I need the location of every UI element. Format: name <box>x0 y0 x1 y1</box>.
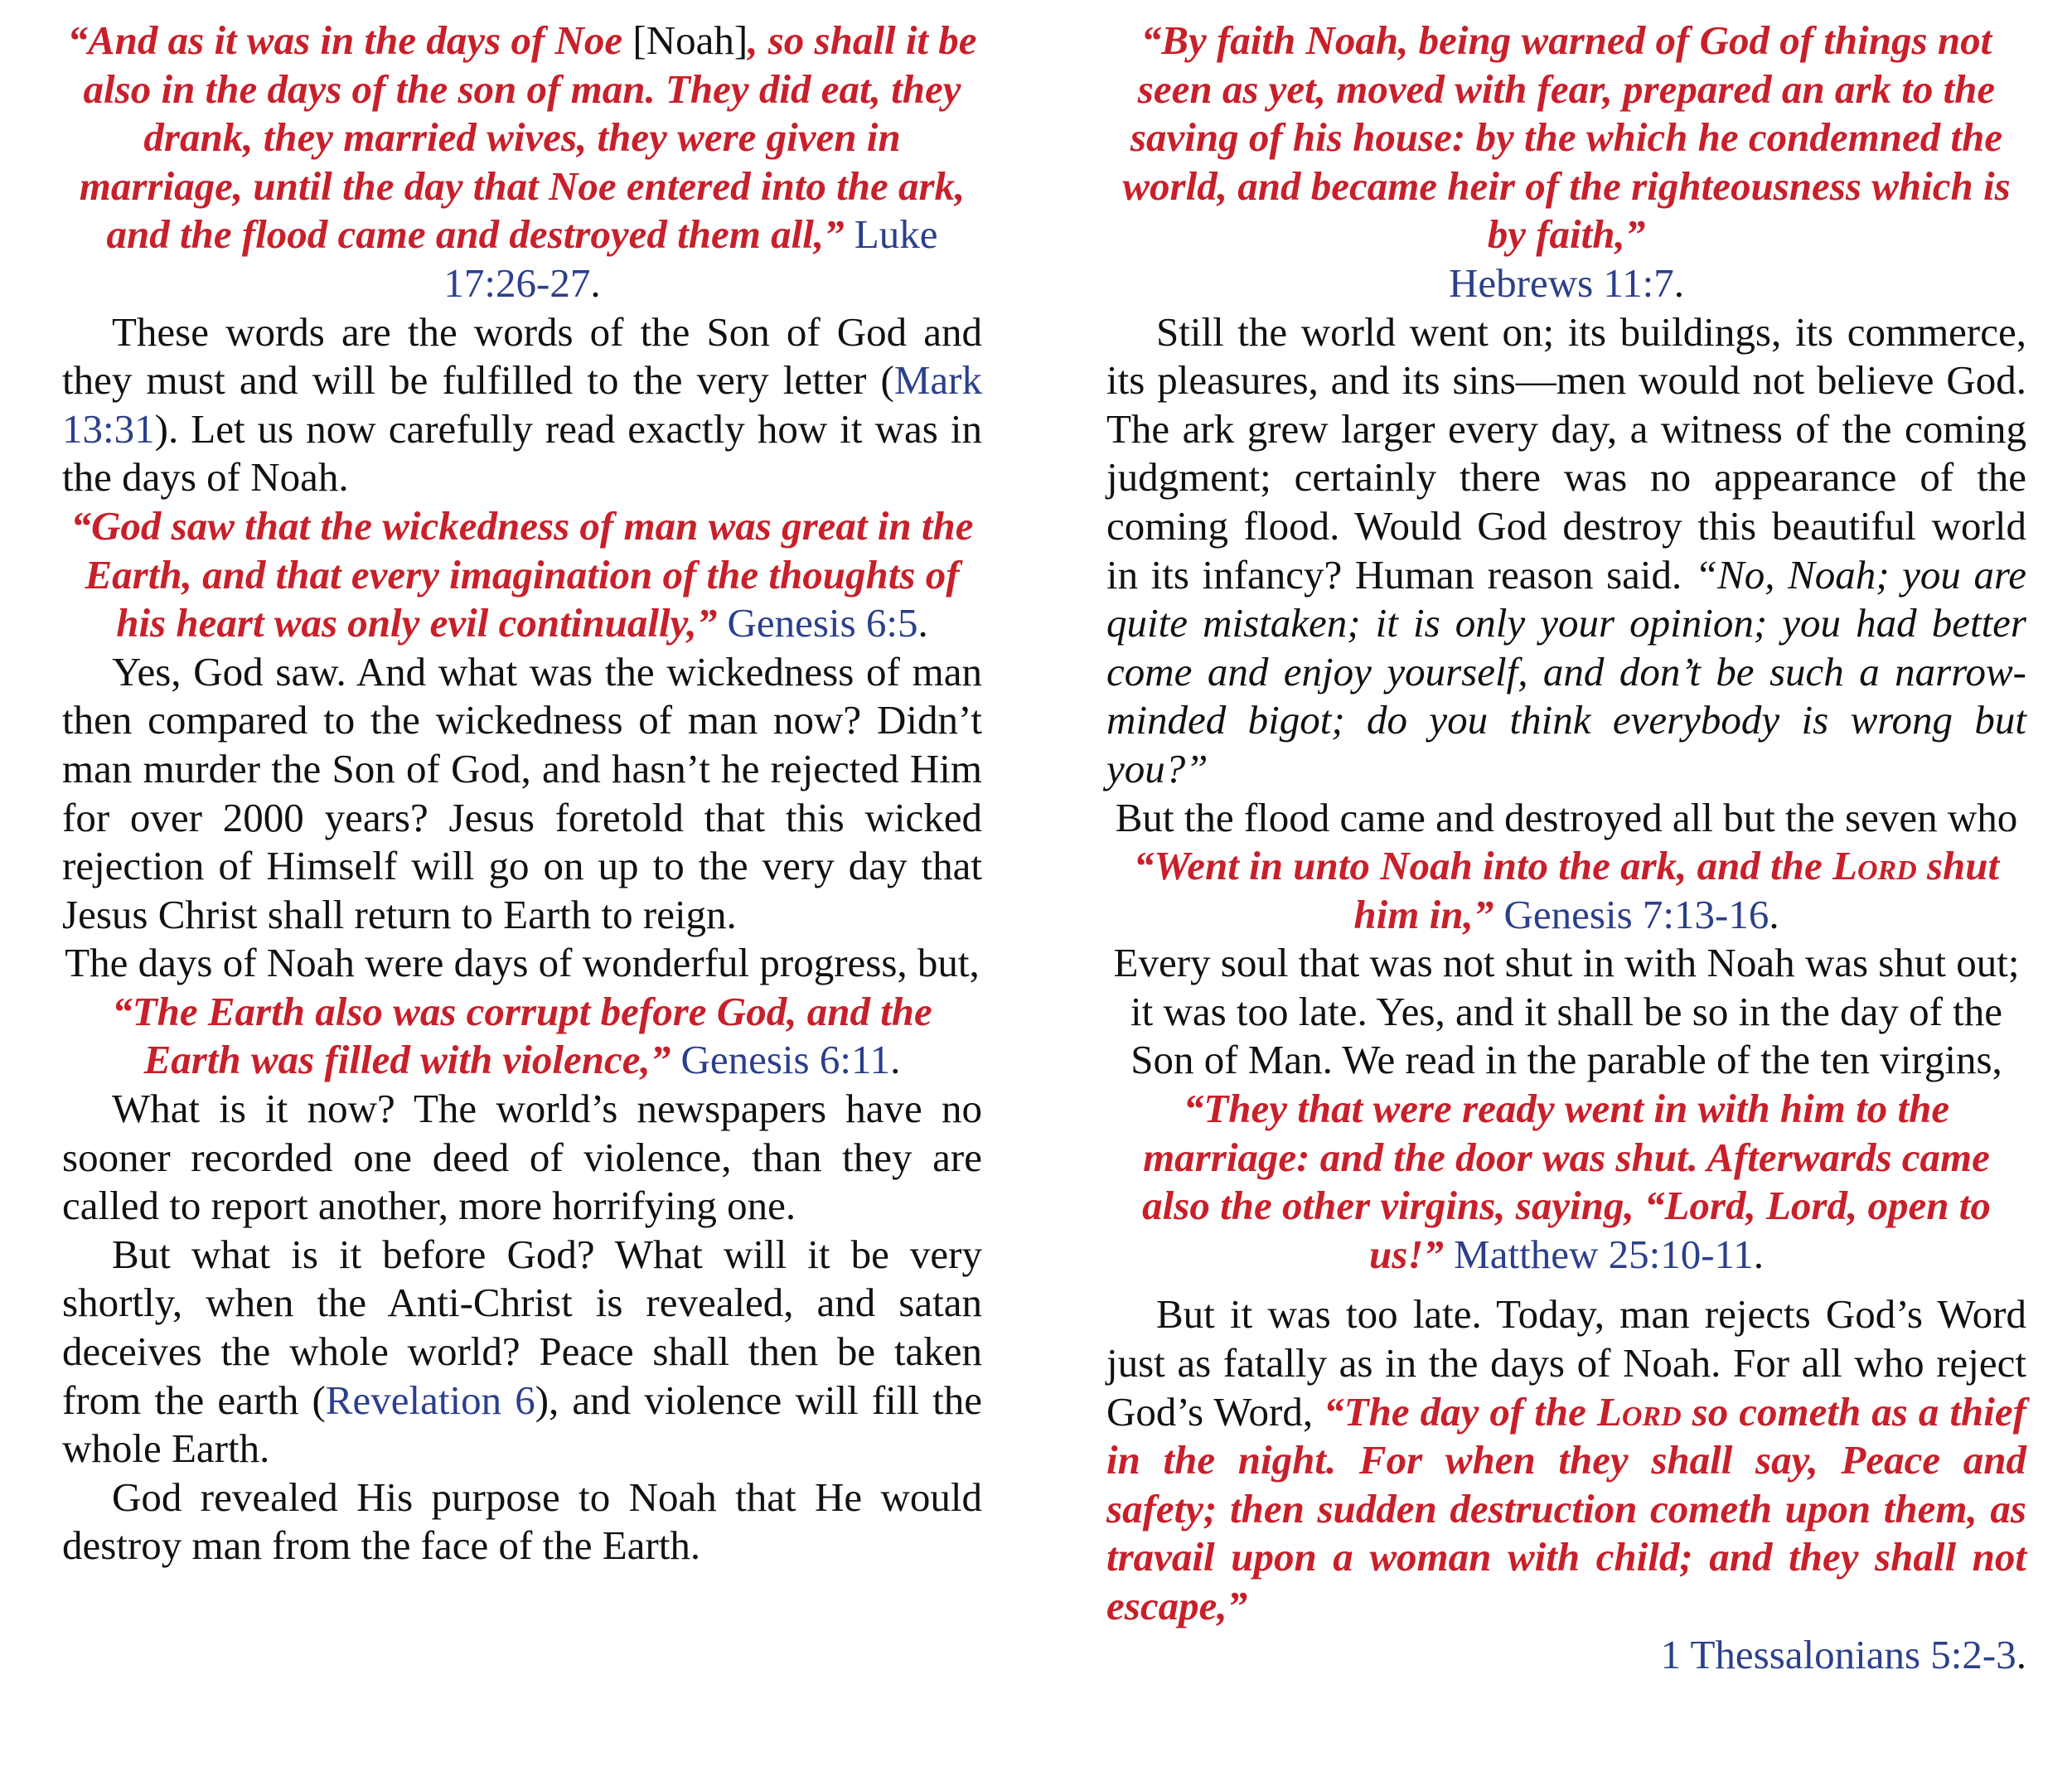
body-paragraph <box>62 1231 982 1474</box>
genesis-6-11-paragraph <box>62 939 982 1085</box>
body-paragraph <box>62 308 982 502</box>
body-paragraph: God revealed His purpose to Noah that He would destroy man from the face of the Earth. <box>62 1474 982 1569</box>
scripture-quote: “They that were ready went in with him to the marriage: and the door was shut. Afterwards came also the other virgins, saying, “Lord, Lord, open to us!” <box>1142 1086 1991 1277</box>
body-text: These words are the words of the Son of God and they must and will be fulfilled to the very letter ( <box>62 308 982 404</box>
scripture-quote: , so shall it be also in the days of the son of man. They did eat, they drank, they married wives, they were given in marriage, until the day that Noe entered into the ark, and the flood came and destroyed them all,” <box>79 17 977 258</box>
hebrews-quote-paragraph <box>1106 17 2026 308</box>
genesis-7-paragraph <box>1106 794 2026 940</box>
scripture-reference: Genesis 6:11 <box>670 1037 891 1083</box>
scripture-reference: Revelation 6 <box>325 1377 535 1423</box>
body-text: The days of Noah were days of wonderful progress, but, <box>65 940 980 986</box>
punctuation: . <box>2016 1631 2026 1677</box>
body-text: But what is it before God? What will it be very shortly, when the Anti-Christ is revealed, and satan deceives the whole world? Peace shall then be taken from the earth ( <box>62 1231 982 1423</box>
italic-quote: “No, Noah; you are quite mistaken; it is only your opinion; you had better come and enjoy yourself, and don’t be such a narrow-minded bigot; do you think everybody is wrong but you?” <box>1106 551 2026 791</box>
punctuation: . <box>1753 1231 1764 1277</box>
body-paragraph <box>1106 308 2026 794</box>
body-text: ). Let us now carefully read exactly how it was in the days of Noah. <box>62 405 982 501</box>
bracket-note: [Noah] <box>622 17 748 63</box>
scripture-quote: “By faith Noah, being warned of God of things not seen as yet, moved with fear, prepared an ark to the saving of his house: by the which he condemned the world, and became heir of the righteousness which is by faith,” <box>1122 17 2011 258</box>
punctuation: . <box>1673 259 1684 306</box>
scripture-quote: shut him in,” <box>1353 843 2000 937</box>
body-text: But it was too late. Today, man rejects God’s Word just as fatally as in the days of Noah. For all who reject God’s Word, <box>1106 1291 2026 1435</box>
thessalonians-paragraph <box>1106 1290 2026 1630</box>
scripture-quote: “The day of the <box>1324 1388 1597 1435</box>
scripture-reference: Genesis 6:5 <box>717 600 918 646</box>
body-text: ), and violence will fill the whole Earth. <box>62 1377 982 1472</box>
punctuation: . <box>1769 891 1779 937</box>
left-column <box>62 17 982 1570</box>
scripture-reference: Hebrews 11:7 <box>1449 259 1674 306</box>
scripture-quote: so cometh as a thief in the night. For when they shall say, Peace and safety; then sudden destruction cometh upon them, as travail upon a woman with child; and they shall not escape,” <box>1106 1388 2026 1628</box>
right-column <box>1106 17 2026 1679</box>
scripture-quote: “God saw that the wickedness of man was great in the Earth, and that every imagination of the thoughts of his heart was only evil continually,” <box>70 502 974 646</box>
scripture-quote: “Went in unto Noah into the ark, and the <box>1133 843 1833 889</box>
thessalonians-reference-line <box>1106 1631 2026 1680</box>
scripture-reference: Luke 17:26-27 <box>443 211 938 306</box>
scripture-reference: Mark 13:31 <box>62 357 982 452</box>
punctuation: . <box>917 600 928 646</box>
body-text: Every soul that was not shut in with Noah was shut out; it was too late. Yes, and it shall be so in the day of the Son of Man. We read in the parable of the ten virgins, <box>1113 940 2020 1083</box>
body-paragraph: What is it now? The world’s newspapers have no sooner recorded one deed of violence, than they are called to report another, more horrifying one. <box>62 1086 982 1229</box>
punctuation: . <box>890 1037 901 1083</box>
punctuation: . <box>590 259 601 306</box>
matthew-paragraph <box>1106 939 2026 1279</box>
scripture-quote: “The Earth also was corrupt before God, and the Earth was filled with violence,” <box>112 988 932 1083</box>
scripture-reference: Genesis 7:13-16 <box>1493 891 1769 937</box>
body-text: Still the world went on; its buildings, its commerce, its pleasures, and its sins—men would not believe God. The ark grew larger every day, a witness of the coming judgment; certainly there was no appearance of the coming flood. Would God destroy this beautiful world in its infancy? Human reason said. <box>1106 308 2026 598</box>
lord-small-caps: Lord <box>1596 1388 1682 1435</box>
scripture-quote: “And as it was in the days of Noe <box>67 17 623 63</box>
scripture-reference: 1 Thessalonians 5:2-3 <box>1660 1631 2016 1677</box>
luke-quote-paragraph <box>62 17 982 308</box>
body-text: But the flood came and destroyed all but the seven who <box>1115 794 2018 840</box>
lord-small-caps: Lord <box>1832 843 1917 889</box>
genesis-6-5-quote-paragraph <box>62 502 982 648</box>
scripture-reference: Matthew 25:10-11 <box>1443 1231 1754 1277</box>
body-paragraph: Yes, God saw. And what was the wickedness of man then compared to the wickedness of man now? Didn’t man murder the Son of God, and hasn’t he rejected Him for over 2000 years? Jesus foretold that this wicked rejection of Himself will go on up to the very day that Jesus Christ shall return to Earth to reign. <box>62 648 982 937</box>
